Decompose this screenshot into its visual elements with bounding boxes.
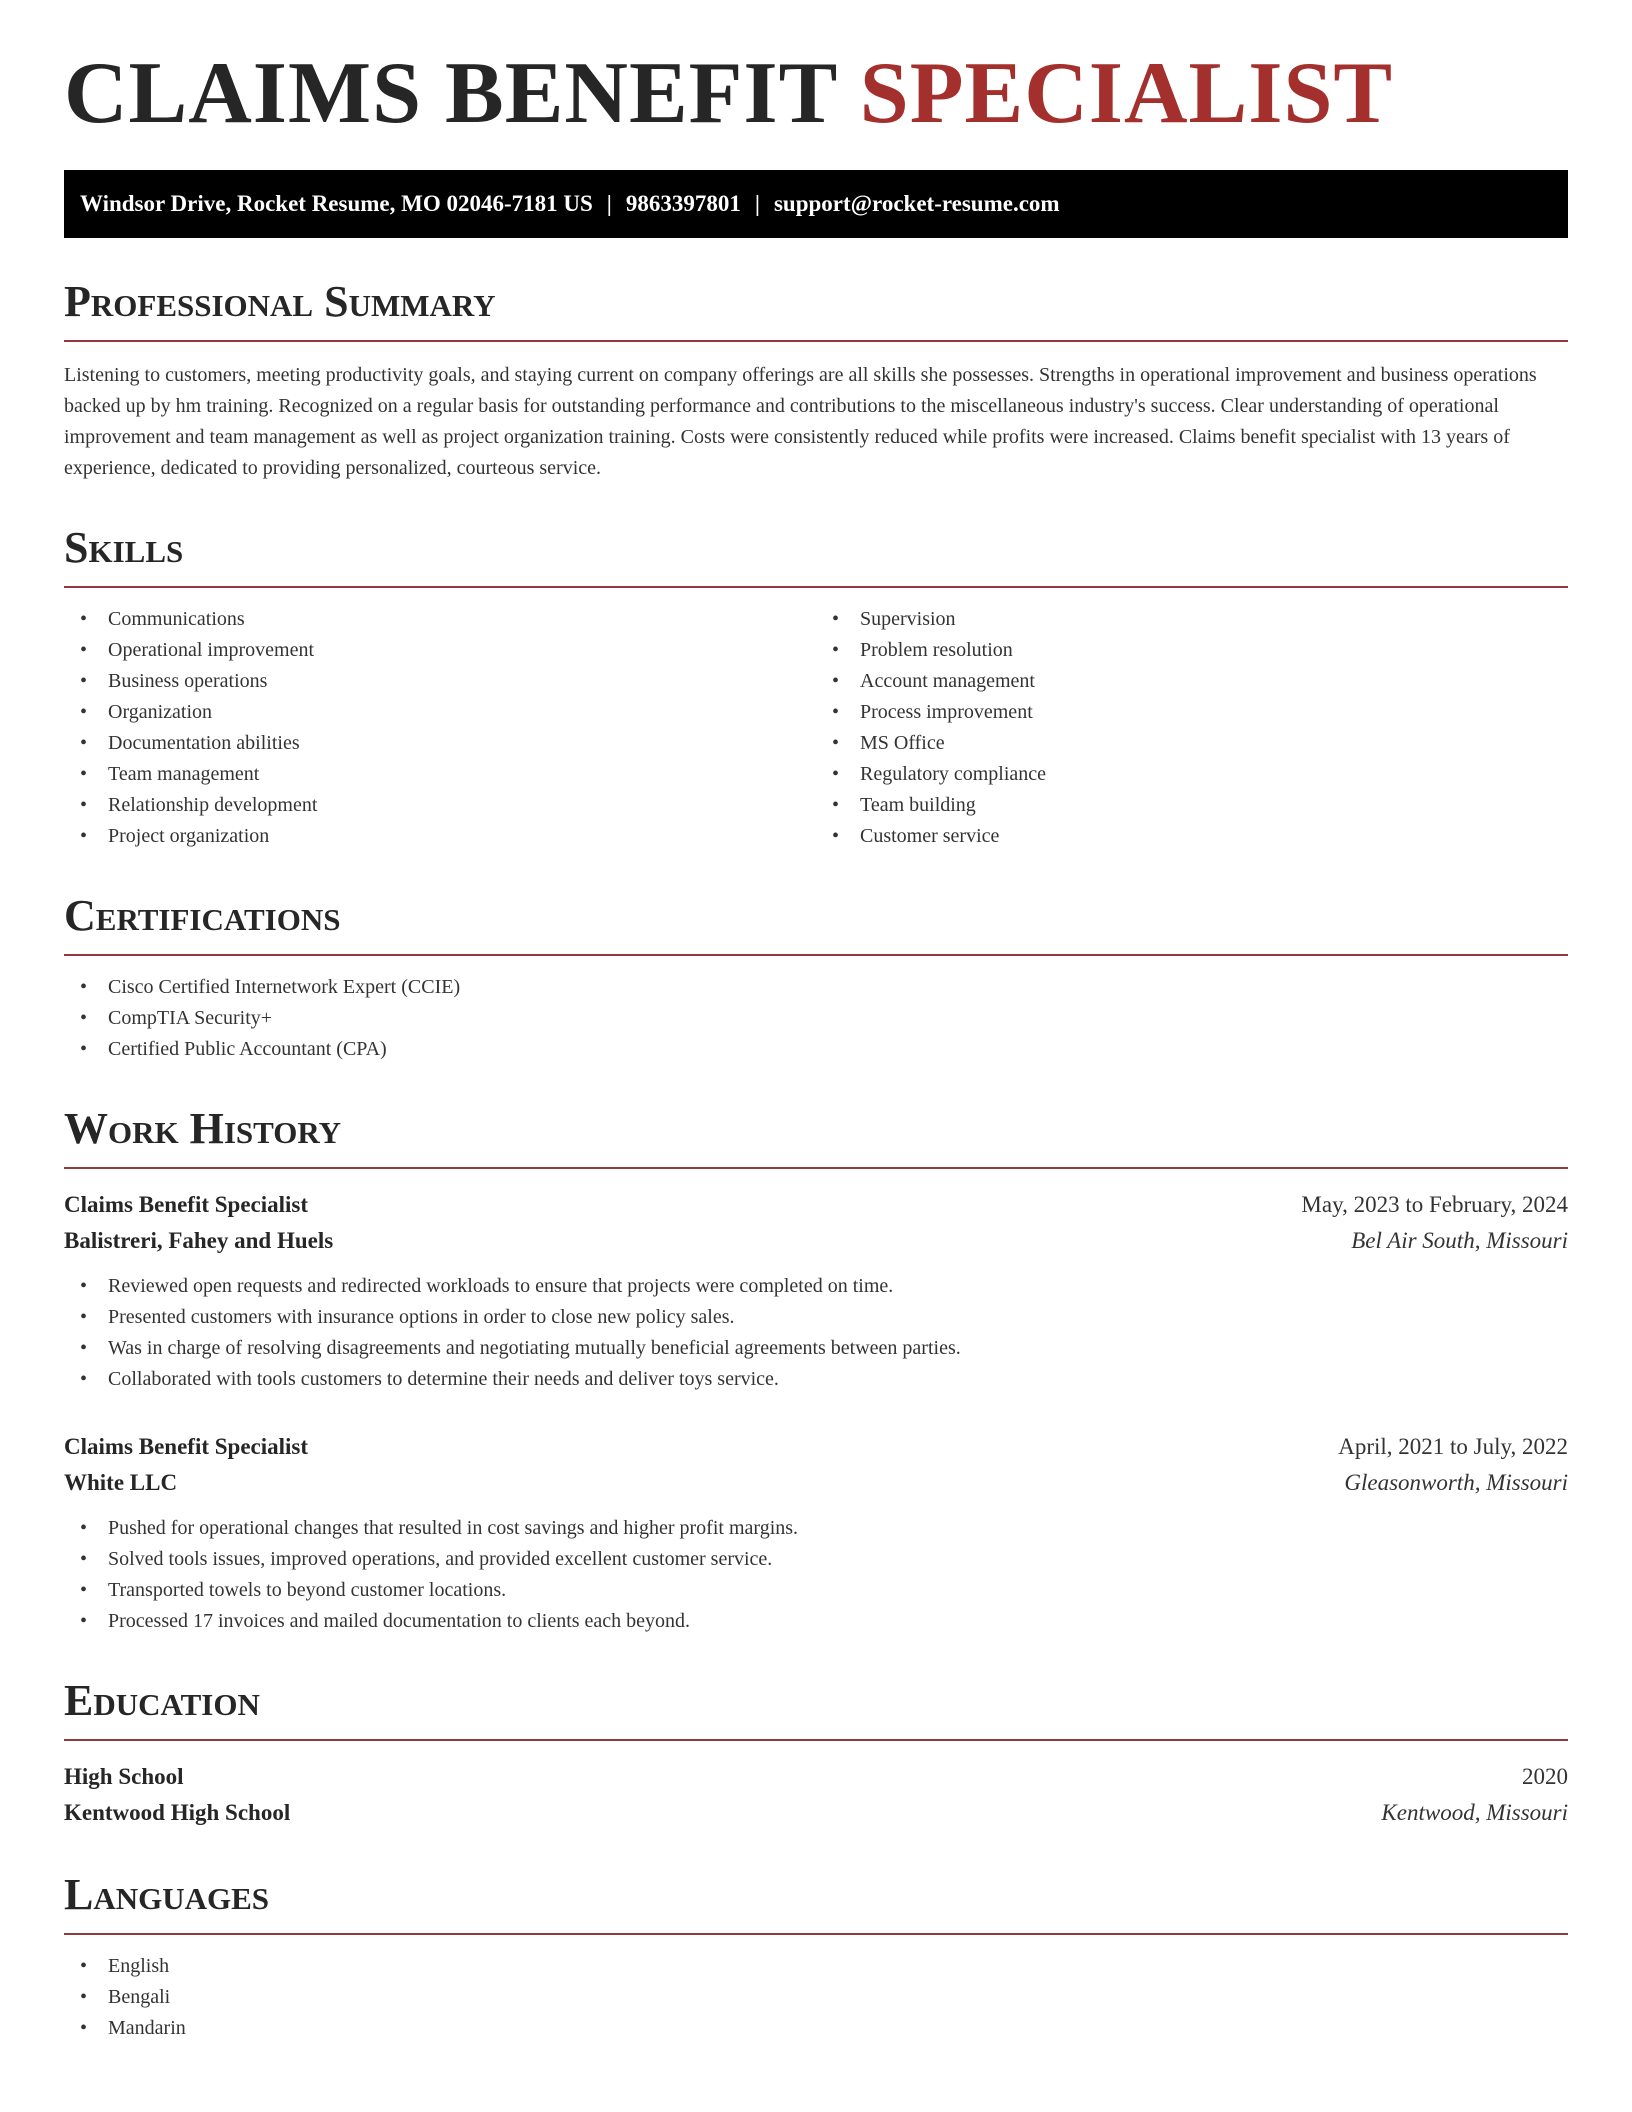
job-location: Bel Air South, Missouri [1351,1228,1568,1253]
contact-bar [64,170,1568,238]
job-duty: • Transported towels to beyond customer locations. [64,1575,1568,1606]
job-company: Balistreri, Fahey and Huels [64,1228,334,1253]
education-header-row [64,1759,1568,1795]
job-duty: • Presented customers with insurance options in order to close new policy sales. [64,1302,1568,1333]
name-primary: CLAIMS BENEFIT [64,45,837,142]
contact-address: Windsor Drive, Rocket Resume, MO 02046-7181 US [80,191,593,216]
language-item: • Mandarin [64,2013,1568,2044]
contact-phone: 9863397801 [625,191,741,216]
skill-item: • Operational improvement [64,635,816,666]
job-title: Claims Benefit Specialist [64,1192,309,1217]
resume-name [64,45,1568,142]
education-location: Kentwood, Missouri [1381,1800,1568,1825]
section-title-summary: Professional Summary [64,280,1568,342]
skill-item: • Organization [64,697,816,728]
contact-separator: | [754,191,760,216]
job-entry [64,1429,1568,1637]
job-duty: • Solved tools issues, improved operations, and provided excellent customer service. [64,1544,1568,1575]
section-title-work-history: Work History [64,1107,1568,1169]
section-title-languages: Languages [64,1873,1568,1935]
job-dates: April, 2021 to July, 2022 [1338,1434,1568,1459]
skill-item: • Communications [64,604,816,635]
certifications-section [64,891,1568,1065]
job-dates: May, 2023 to February, 2024 [1301,1192,1568,1217]
language-item: • Bengali [64,1982,1568,2013]
certification-item: • CompTIA Security+ [64,1003,1568,1034]
summary-text: Listening to customers, meeting productivity goals, and staying current on company offerings are all skills she possesses. Strengths in operational improvement and business operations backed up by hm training. Recognized on a regular basis for outstanding performance and contributions to the miscellaneous industry's success. Clear understanding of operational improvement and team management as well as project organization training. Costs were consistently reduced while profits were increased. Claims benefit specialist with 13 years of experience, dedicated to providing personalized, courteous service. [64,364,1537,479]
skill-item: • Regulatory compliance [816,759,1568,790]
summary-section [64,277,1568,484]
certification-item: • Certified Public Accountant (CPA) [64,1034,1568,1065]
job-title: Claims Benefit Specialist [64,1434,309,1459]
job-company: White LLC [64,1470,178,1495]
skill-item: • Problem resolution [816,635,1568,666]
job-company-row [64,1465,1568,1501]
skill-item: • Account management [816,666,1568,697]
job-duty: • Reviewed open requests and redirected workloads to ensure that projects were completed on time. [64,1271,1568,1302]
job-duty: • Was in charge of resolving disagreements and negotiating mutually beneficial agreements between parties. [64,1333,1568,1364]
certification-item: • Cisco Certified Internetwork Expert (CCIE) [64,972,1568,1003]
skill-item: • MS Office [816,728,1568,759]
languages-list [64,1951,1568,2044]
job-entry [64,1187,1568,1395]
education-school: Kentwood High School [64,1800,291,1825]
job-duty: • Collaborated with tools customers to determine their needs and deliver toys service. [64,1364,1568,1395]
contact-separator: | [606,191,612,216]
section-title-certifications: Certifications [64,894,1568,956]
skill-item: • Team management [64,759,816,790]
education-year: 2020 [1522,1764,1568,1789]
section-title-education: Education [64,1679,1568,1741]
skill-item: • Supervision [816,604,1568,635]
education-school-row [64,1795,1568,1831]
name-accent: SPECIALIST [859,45,1394,142]
skill-item: • Process improvement [816,697,1568,728]
certifications-list [64,972,1568,1065]
section-title-skills: Skills [64,526,1568,588]
skill-item: • Customer service [816,821,1568,852]
skill-item: • Project organization [64,821,816,852]
languages-section [64,1870,1568,2044]
education-degree: High School [64,1764,184,1789]
job-location: Gleasonworth, Missouri [1344,1470,1568,1495]
education-entry [64,1759,1568,1831]
work-history-section [64,1104,1568,1637]
contact-email: support@rocket-resume.com [773,191,1060,216]
job-duty: • Processed 17 invoices and mailed documentation to clients each beyond. [64,1606,1568,1637]
skill-item: • Team building [816,790,1568,821]
job-header-row [64,1187,1568,1223]
skill-item: • Documentation abilities [64,728,816,759]
skill-item: • Business operations [64,666,816,697]
job-header-row [64,1429,1568,1465]
job-company-row [64,1223,1568,1259]
skills-grid [64,588,1568,852]
skills-section [64,523,1568,852]
skill-item: • Relationship development [64,790,816,821]
education-section [64,1676,1568,1831]
skills-list-left [64,604,816,852]
job-duty: • Pushed for operational changes that resulted in cost savings and higher profit margins. [64,1513,1568,1544]
skills-list-right [816,604,1568,852]
job-duties-list [64,1271,1568,1395]
job-duties-list [64,1513,1568,1637]
language-item: • English [64,1951,1568,1982]
